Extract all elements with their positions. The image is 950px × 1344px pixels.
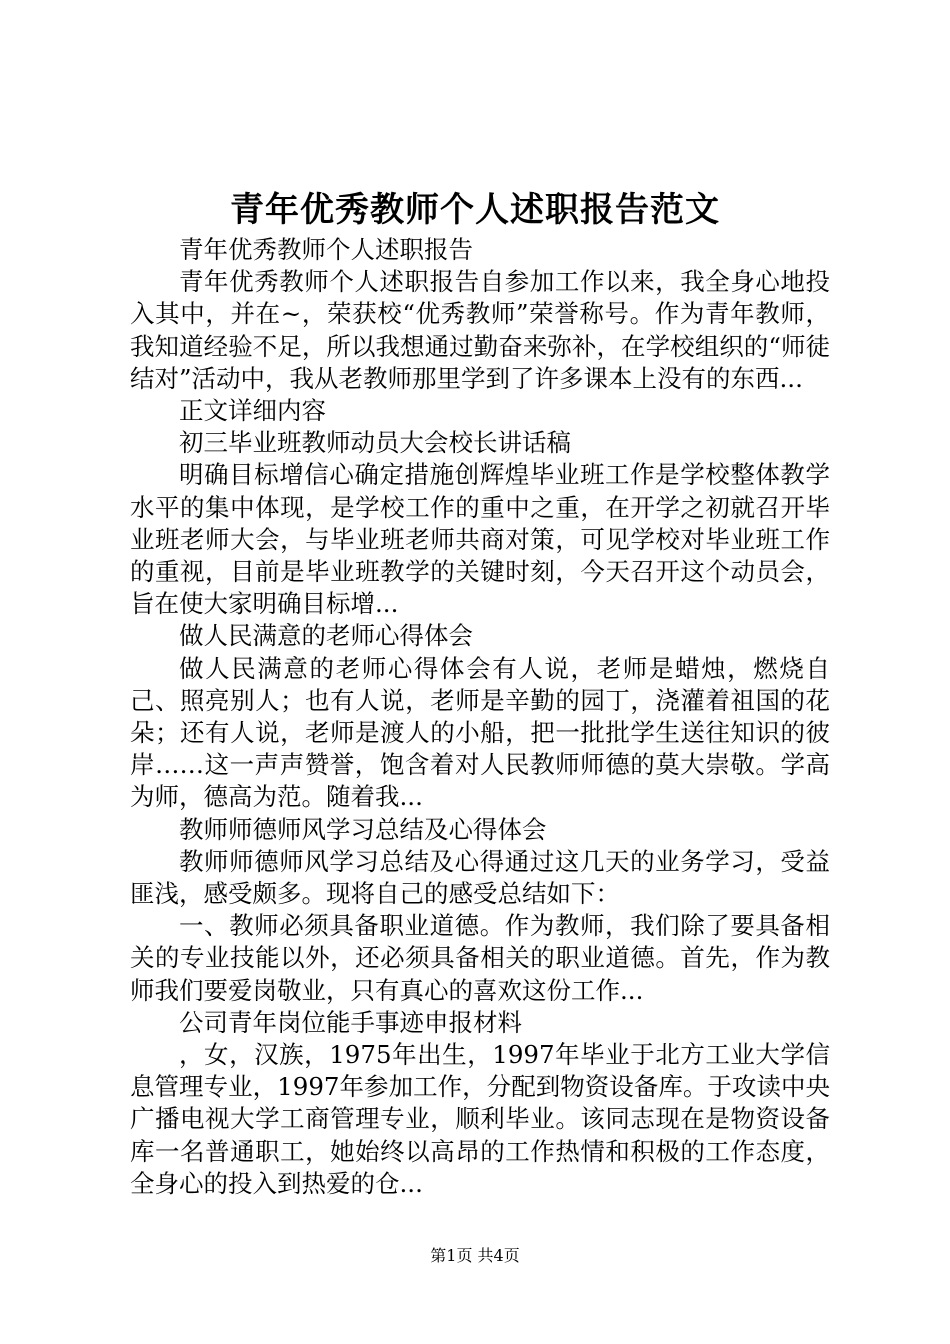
- paragraph: 明确目标增信心确定措施创辉煌毕业班工作是学校整体教学水平的集中体现，是学校工作的重中之重，在开学之初就召开毕业班老师大会，与毕业班老师共商对策，可见学校对毕业班工作的重视，目前是毕业班教学的关键时刻，今天召开这个动员会，旨在使大家明确目标增...: [130, 460, 830, 619]
- paragraph: 做人民满意的老师心得体会: [179, 621, 473, 651]
- paragraph: ，女，汉族，1975年出生，1997年毕业于北方工业大学信息管理专业，1997年参加工作，分配到物资设备库。于攻读中央广播电视大学工商管理专业，顺利毕业。该同志现在是物资设备库一名普通职工，她始终以高昂的工作热情和积极的工作态度，全身心的投入到热爱的仓...: [130, 1040, 830, 1198]
- paragraph: 做人民满意的老师心得体会有人说，老师是蜡烛，燃烧自己、照亮别人；也有人说，老师是辛勤的园丁，浇灌着祖国的花朵；还有人说，老师是渡人的小船，把一批批学生送往知识的彼岸……这一声声赞誉，饱含着对人民教师师德的莫大崇敬。学高为师，德高为范。随着我...: [130, 653, 830, 812]
- paragraph: 青年优秀教师个人述职报告自参加工作以来，我全身心地投入其中，并在~，荣获校“优秀教师”荣誉称号。作为青年教师，我知道经验不足，所以我想通过勤奋来弥补，在学校组织的“师徒结对”活动中，我从老教师那里学到了许多课本上没有的东西...: [130, 267, 830, 393]
- paragraph: 青年优秀教师个人述职报告: [179, 235, 473, 264]
- paragraph: 教师师德师风学习总结及心得通过这几天的业务学习，受益匪浅，感受颇多。现将自己的感受总结如下：: [130, 846, 830, 909]
- paragraph: 一、教师必须具备职业道德。作为教师，我们除了要具备相关的专业技能以外，还必须具备相关的职业道德。首先，作为教师我们要爱岗敬业，只有真心的喜欢这份工作...: [130, 911, 830, 1005]
- paragraph: 公司青年岗位能手事迹申报材料: [179, 1007, 522, 1037]
- paragraph: 教师师德师风学习总结及心得体会: [179, 814, 547, 844]
- paragraph: 初三毕业班教师动员大会校长讲话稿: [179, 428, 571, 458]
- paragraph: 正文详细内容: [179, 396, 326, 426]
- page-footer: 第1页 共4页: [430, 1246, 520, 1265]
- document-body: [130, 234, 830, 1200]
- document-title: 青年优秀教师个人述职报告范文: [230, 190, 720, 230]
